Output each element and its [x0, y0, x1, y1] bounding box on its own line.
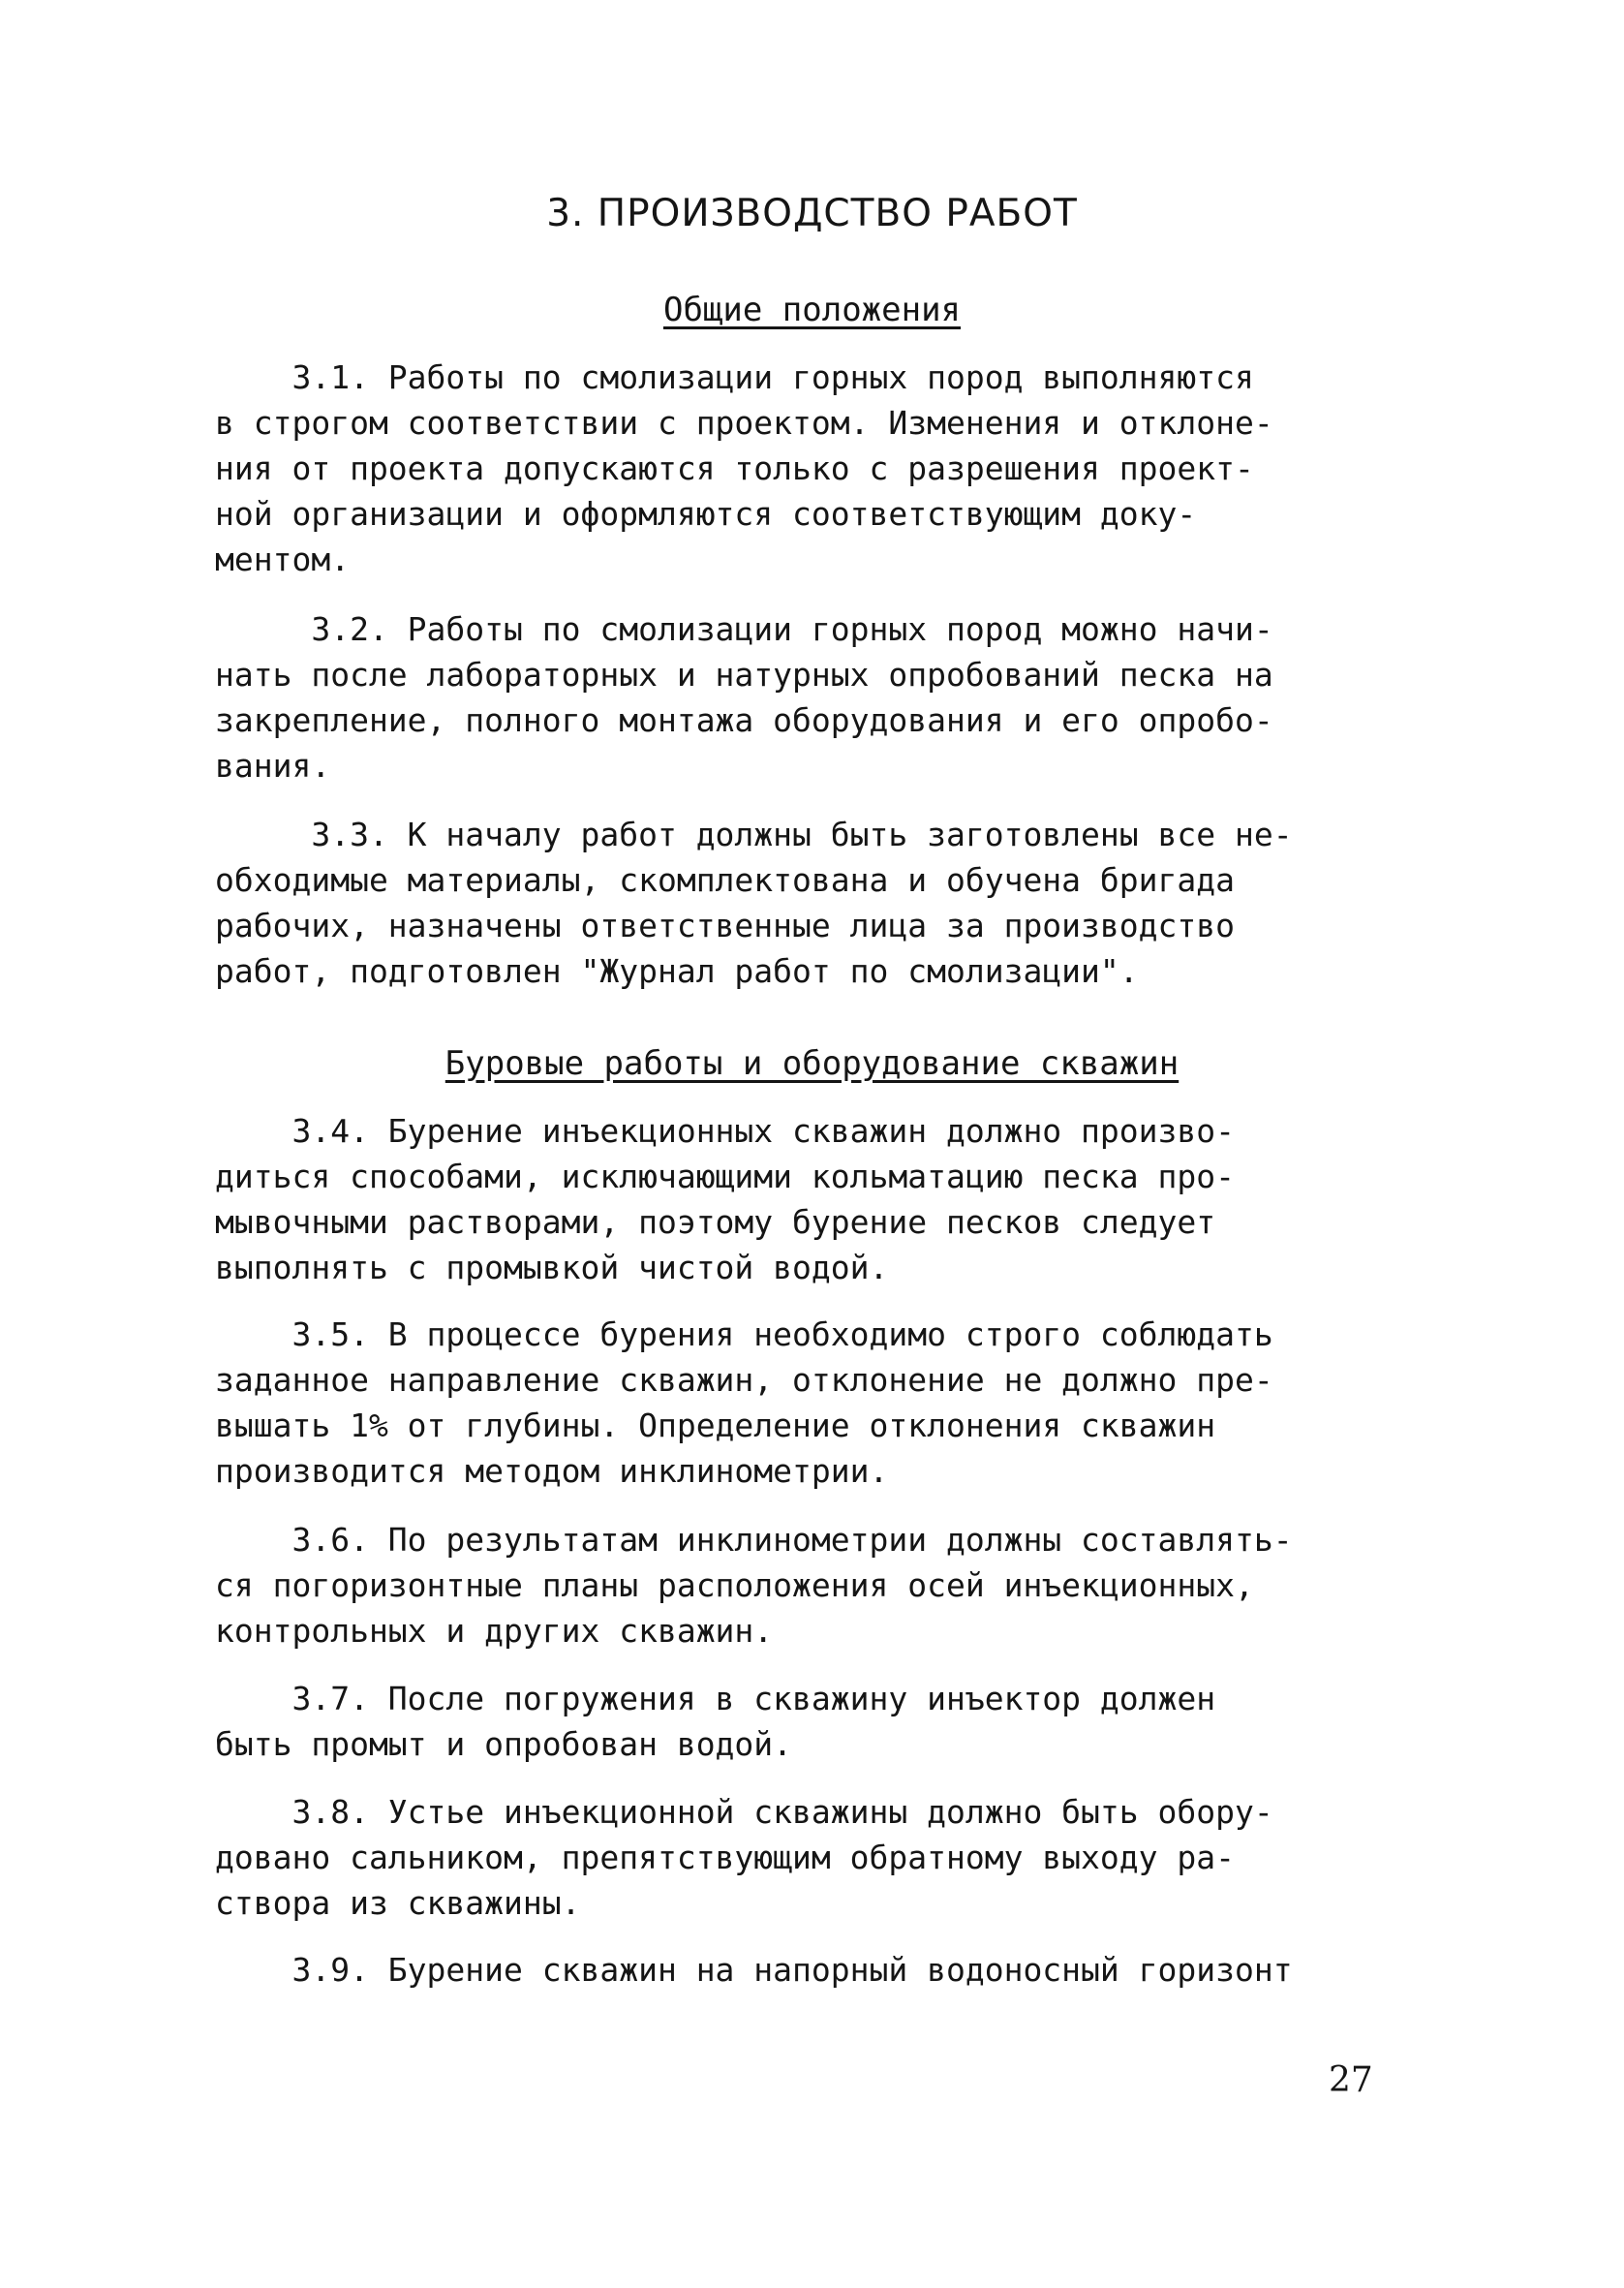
- paragraph-line: довано сальником, препятствующим обратному выходу ра-: [215, 1839, 1235, 1876]
- paragraph-3-8: [215, 1789, 1435, 1926]
- paragraph-line: вания.: [215, 747, 331, 785]
- paragraph-line: вышать 1% от глубины. Определение отклонения скважин: [215, 1407, 1216, 1444]
- paragraph-line: ной организации и оформляются соответствующим доку-: [215, 495, 1197, 533]
- paragraph-3-6: [215, 1517, 1435, 1654]
- paragraph-line: створа из скважины.: [215, 1884, 581, 1922]
- paragraph-3-7: [215, 1676, 1435, 1767]
- subheading-drilling: Буровые работы и оборудование скважин: [444, 1044, 1180, 1083]
- paragraph-3-1: [215, 355, 1435, 582]
- paragraph-line: 3.5. В процессе бурения необходимо строго соблюдать: [215, 1315, 1273, 1353]
- paragraph-3-9: [215, 1947, 1435, 1993]
- paragraph-line: контрольных и других скважин.: [215, 1612, 774, 1650]
- paragraph-line: 3.9. Бурение скважин на напорный водоносный горизонт: [215, 1951, 1293, 1989]
- paragraph-3-5: [215, 1312, 1435, 1494]
- paragraph-line: 3.1. Работы по смолизации горных пород выполняются: [215, 358, 1254, 396]
- subheading-general: Общие положения: [662, 291, 962, 329]
- page-number: 27: [1329, 2060, 1373, 2100]
- paragraph-3-3: [215, 812, 1435, 994]
- paragraph-line: производится методом инклинометрии.: [215, 1452, 889, 1490]
- paragraph-line: 3.8. Устье инъекционной скважины должно быть обору-: [215, 1793, 1273, 1831]
- paragraph-line: обходимые материалы, скомплектована и обучена бригада: [215, 861, 1235, 899]
- paragraph-line: 3.2. Работы по смолизации горных пород можно начи-: [215, 610, 1273, 648]
- paragraph-line: рабочих, назначены ответственные лица за производство: [215, 907, 1235, 944]
- paragraph-3-2: [215, 606, 1435, 788]
- paragraph-line: ся погоризонтные планы расположения осей инъекционных,: [215, 1566, 1254, 1604]
- paragraph-3-4: [215, 1108, 1435, 1290]
- paragraph-line: 3.3. К началу работ должны быть заготовлены все не-: [215, 816, 1293, 853]
- paragraph-line: 3.7. После погружения в скважину инъектор должен: [215, 1680, 1216, 1717]
- paragraph-line: заданное направление скважин, отклонение не должно пре-: [215, 1361, 1273, 1399]
- paragraph-line: закрепление, полного монтажа оборудования и его опробо-: [215, 701, 1273, 739]
- paragraph-line: быть промыт и опробован водой.: [215, 1725, 793, 1763]
- paragraph-line: диться способами, исключающими кольматацию песка про-: [215, 1158, 1235, 1195]
- paragraph-line: в строгом соответствии с проектом. Изменения и отклоне-: [215, 404, 1273, 442]
- paragraph-line: мывочными растворами, поэтому бурение песков следует: [215, 1203, 1216, 1241]
- paragraph-line: нать после лабораторных и натурных опробований песка на: [215, 656, 1273, 694]
- paragraph-line: 3.4. Бурение инъекционных скважин должно произво-: [215, 1112, 1235, 1150]
- section-title: 3. ПРОИЗВОДСТВО РАБОТ: [546, 192, 1078, 235]
- paragraph-line: ния от проекта допускаются только с разрешения проект-: [215, 449, 1254, 487]
- paragraph-line: работ, подготовлен "Журнал работ по смолизации".: [215, 952, 1139, 990]
- paragraph-line: 3.6. По результатам инклинометрии должны составлять-: [215, 1521, 1293, 1559]
- paragraph-line: ментом.: [215, 541, 351, 578]
- paragraph-line: выполнять с промывкой чистой водой.: [215, 1249, 889, 1286]
